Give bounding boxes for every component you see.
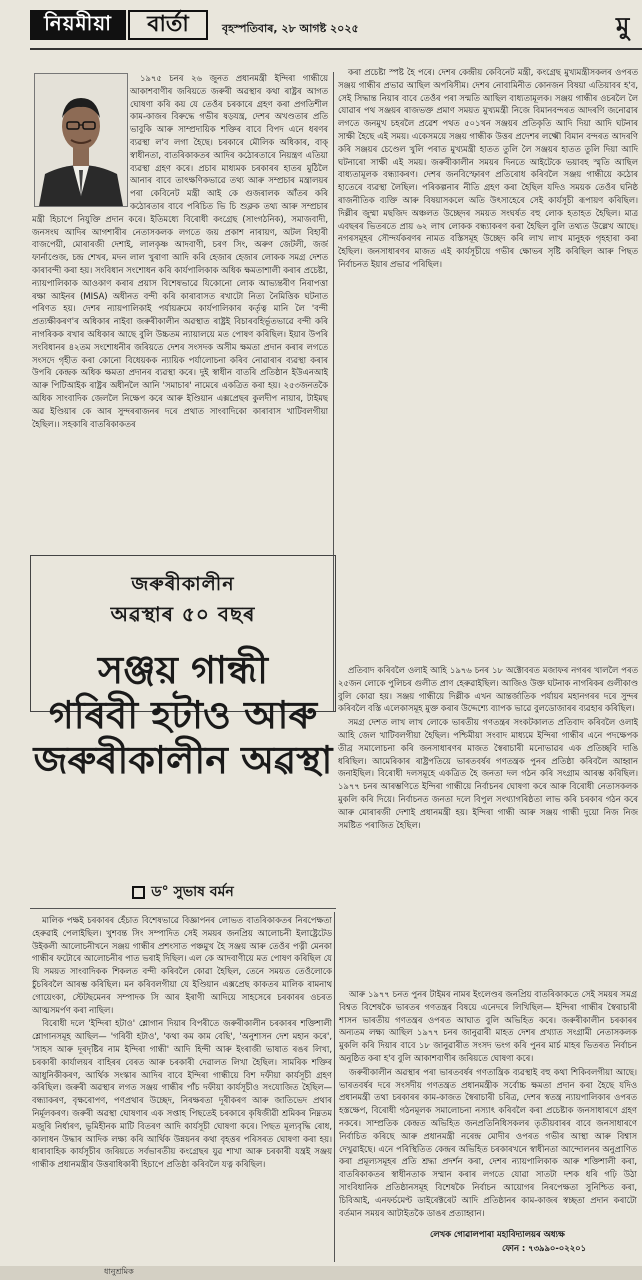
- kicker-line1: জৰুৰীকালীন: [131, 573, 235, 595]
- logo-left: নিয়মীয়া: [30, 10, 126, 40]
- square-bullet-icon: [132, 886, 145, 899]
- kicker-line2: অৱস্থাৰ ৫০ বছৰ: [110, 602, 256, 626]
- paragraph: আৰু ১৯৭৭ চনত পুনৰ টাইমৰ নামৰ ইংলেণ্ডৰ জনপ্ৰিয় বাতৰিকাকতে সেই সময়ৰ সমগ্ৰ বিশ্বত বিশেষকৈ ভাৰতৰ গণতন্ত্ৰৰ বিষয়ে এনেদৰে লিখিছিল— ইন্দিৰা গান্ধীৰ স্বৈৰাচাৰী শাসন ভাৰতীয় গণতন্ত্ৰৰ ওপৰত আঘাত বুলি অভিহিত কৰে। জৰুৰীকালীন চৰকাৰৰ অন্যতম লক্ষ্য আছিল ১৯৭৭ চনৰ জানুৱাৰী মাহত দেশৰ প্ৰখ্যাত সংগ্ৰামী নেতাসকলক মুকলি কৰি দিয়াৰ বাবে ১৮ জানুৱাৰীত সংসদ ভংগ কৰি পুনৰ মাৰ্চ মাহৰ ভিতৰত নিৰ্বাচন অনুষ্ঠিত কৰা হ'ব বুলি আকাশবাণীৰ জৰিয়তে ঘোষণা কৰে।: [339, 989, 637, 1063]
- headline-line2: গৰিবী হটাও আৰু: [48, 693, 318, 737]
- paragraph: জৰুৰীকালীন অৱস্থাৰ পৰা ভাৰতবৰ্ষৰ গণতান্ত্ৰিক ব্যৱস্থাই বহু কথা শিকিবলগীয়া আছে। ভাৰতবৰ্ষৰ দৰে সংসদীয় গণতন্ত্ৰত প্ৰধানমন্ত্ৰীক সৰ্বোচ্চ ক্ষমতা প্ৰদান কৰা হৈছে যদিও প্ৰধানমন্ত্ৰী তথা চৰকাৰৰ কাম-কাজত স্বৈৰাচাৰী চৰিত্ৰ, দেশৰ স্বতন্ত্ৰ ন্যায়পালিকাৰ ওপৰত হস্তক্ষেপ, বিৰোধী গঠনমূলক সমালোচনা নস্যাৎ কৰিবলৈ কৰা প্ৰচেষ্টাক জনসাধাৰণে গ্ৰহণ নকৰে। সাম্প্ৰতিক কেন্দ্ৰত অভিহিত জনপ্ৰতিনিধিসকলৰ তৃতীয়বাৰৰ বাবে জনসাধাৰণে নিৰ্বাচিত কৰিছে আৰু প্ৰধানমন্ত্ৰী নৰেন্দ্ৰ মোদীৰ ওপৰত গভীৰ আস্থা আৰু বিশ্বাস দেখুৱাইছে। এনে পৰিস্থিতিত কেন্দ্ৰৰ অভিহিত চৰকাৰখনে স্বাধীনতা আন্দোলনৰ অনুপ্ৰাণিত কৰা প্ৰমূল্যসমূহৰ প্ৰতি শ্ৰদ্ধা প্ৰদৰ্শন কৰা, দেশৰ ন্যায়পালিকাক আৰু শক্তিশালী কৰা, বাতৰিকাকতৰ স্বাধীনতাক সম্মান কৰাৰ লগতে যোৱা সাতটা দশক ধৰি গঢ়ি উঠা সাংবিধানিক প্ৰতিষ্ঠানসমূহ বিশেষকৈ নিৰ্বাচন আয়োগৰ নিৰপেক্ষতা সুনিশ্চিত কৰা, চিবিআই, এনফৰ্চমেণ্ট ডাইৰেক্টৰেট আদি প্ৰতিষ্ঠানৰ কাম-কাজৰ স্বচ্ছতা প্ৰদান কৰাটো বৰ্তমান সময়ৰ আটাইতকৈ ডাঙৰ প্ৰত্যাহ্বান।: [339, 1066, 637, 1218]
- paragraph: প্ৰতিবাদ কৰিবলৈ ওলাই আহি ১৯৭৬ চনৰ ১৮ অক্টোবৰত মজাফৰ নগৰৰ খাললৈ পৰত ২৫জন লোকে পুলিচৰ গুলীত প্ৰাণ হেৰুৱাইছিল। আজিও উক্ত ঘটনাক নাগৰিকৰ গুলীকাণ্ড বুলি কোৱা হয়। সঞ্জয় গান্ধীয়ে দিল্লীক এখন আন্তৰ্জাতিক পৰ্যায়ৰ মহানগৰৰ দৰে সুন্দৰ কৰিবলৈ বস্তি এলেকাসমূহ মুক্ত কৰাৰ উদ্দেশ্যে ব্যাপক ভাৱে বুলডোজাৰৰ ব্যৱহাৰ কৰিছিল।: [338, 665, 638, 714]
- byline-author: ড° সুভাষ বৰ্মন: [151, 884, 234, 900]
- article-col2-middle: [338, 664, 638, 984]
- headline-line3: জৰুৰীকালীন অৱস্থা: [33, 738, 333, 782]
- paragraph: ১৯৭৫ চনৰ ২৬ জুনত প্ৰধানমন্ত্ৰী ইন্দিৰা গান্ধীয়ে আকাশবাণীৰ জৰিয়তে জৰুৰী অৱস্থাৰ কথা ৰাষ্ট্ৰৰ আগত ঘোষণা কৰি কয় যে তেওঁৰ চৰকাৰে গ্ৰহণ কৰা প্ৰগতিশীল কাম-কাজৰ বিৰুদ্ধে গভীৰ ষড়যন্ত্ৰ, দেশৰ অখণ্ডতাৰ প্ৰতি ভাবুকি আৰু সাম্প্ৰদায়িক শক্তিৰ বাবে বিপদ এনে ধৰণৰ ব্যৱস্থা ল'ব লগা হৈছে। চৰকাৰে মৌলিক অধিকাৰ, বাক্ স্বাধীনতা, বাতৰিকাকতৰ আদিৰ কঠোৰতাৰে নিয়ন্ত্ৰণ এতিয়া ব্যৱস্থা গ্ৰহণ কৰে। প্ৰচাৰ মাধ্যমক চৰকাৰৰ হাতৰ মুঠিলৈ আনাৰ বাবে তাৎক্ষণিকভাৱে তথ্য আৰু সম্প্ৰচাৰ মন্ত্ৰালয়ৰ পৰা কেবিনেট মন্ত্ৰী আই কে গুজৰালক আঁতৰ কৰি কঠোৰতাৰ বাবে পৰিচিত ভি চি শুক্লক তথ্য আৰু সম্প্ৰচাৰ মন্ত্ৰী হিচাপে নিযুক্তি প্ৰদান কৰে। ইতিমধ্যে বিৰোধী কংগ্ৰেছ (সাংগঠনিক), সমাজবাদী, জনসংঘ আদিৰ আগশাৰীৰ নেতাসকলক লগতে জয় প্ৰকাশ নাৰায়ণ, অটল বিহাৰী বাজপেয়ী, মোৰাৰজী দেশাই, লালকৃষ্ণ আদবাণী, চৰণ সিং, অৰুণ জেটলী, জৰ্জ ফাৰ্নাণ্ডেজ, চন্দ্ৰ শেখৰ, মদন লাল খুৰাণা আদি কৰি হেজাৰ হেজাৰ লোকক সমগ্ৰ দেশত কাৰাবন্দী কৰা হয়। সংবিধান সংশোধন কৰি কাৰ্যপালিকাক অধিক ক্ষমতাশালী কৰাৰ প্ৰচেষ্টা, ন্যায়পালিকাক আওকাণ কৰাৰ প্ৰয়াস বিশেষভাৱে যিকোনো লোক আভ্যন্তৰীণ নিৰাপত্তা ৰক্ষা আইনৰ (MISA) অধীনত বন্দী কৰি কাৰাবাসত ৰখাটো নিত্য নৈমিত্তিক ঘটনাত পৰিণত হয়। দেশৰ ন্যায়পালিকাই পৰ্যায়ক্ৰমে কাৰ্যপালিকাৰ কৰ্তৃত্ব মানি লৈ 'বন্দী প্ৰত্যক্ষীকৰণ'ৰ অধিকাৰ নাইবা জৰুৰীকালীন অৱস্থাত ৰাষ্ট্ৰই বিচাৰবহিৰ্ভূতভাৱে বন্দী কৰি নাগৰিকক ৰখাৰ অধিকাৰ আছে বুলি উচ্চতম ন্যায়ালয়ে মত পোষণ কৰিছিল। ইয়াৰ উপৰি সংবিধানৰ ৪২তম সংশোধনীৰ জৰিয়তে দেশৰ সংসদক অসীম ক্ষমতা প্ৰদান কৰাৰ লগতে সংসদে গৃহীত কৰা কোনো বিধেয়কক ন্যায়িক পৰ্যালোচনা কৰিব নোৱাৰাৰ ব্যৱস্থা কৰাৰ উপৰি কেন্দ্ৰক অধিক ক্ষমতা প্ৰদানৰ ব্যৱস্থা কৰে। দুই স্বাধীন বাতৰি প্ৰতিষ্ঠান ইউএনআই আৰু পিটিআইক ৰাষ্ট্ৰৰ অধীনলৈ আনি 'সমাচাৰ' নামেৰে একত্ৰিত কৰা হয়। ২৫৩জনতকৈ অধিক সাংবাদিক জেললৈ নিক্ষেপ কৰে আৰু ইণ্ডিয়ান এক্সপ্ৰেছৰ কুলদীপ নায়াৰ, টাইমছ অৱ ইণ্ডিয়াৰ কে আৰ সুন্দৰৰাজনৰ দৰে প্ৰথাত সাংবাদিকো কাৰাবাস খাটিবলগীয়া হৈছিল।। সহকাৰি বাতৰিকাকতৰ: [32, 73, 328, 429]
- article-col2-top: [338, 66, 638, 658]
- masthead-fragment: মু: [616, 12, 630, 40]
- paragraph: কৰা প্ৰচেষ্টা স্পষ্ট হৈ পৰে। দেশৰ কেন্দ্ৰীয় কেবিনেট মন্ত্ৰী, কংগ্ৰেছ মুখ্যমন্ত্ৰীসকলৰ ওপৰত সঞ্জয় গান্ধীৰ প্ৰভাৱ আছিল অপৰিসীম। দেশৰ নোবামিনীত কোনজন বিষয়া এতিয়াবৰ হ'ব, সেই সিদ্ধান্ত নিয়াৰ বাবে তেওঁৰ পৰা সন্মতি আছিল বাধ্যতামূলক। সঞ্জয় গান্ধীৰ ওচৰলৈ লৈ যোৱাৰ পথ সঞ্জয়ৰ ৰাজভক্ত প্ৰমাণ সময়ত মুখ্যমন্ত্ৰী নিজে বিমানবন্দৰত আদৰণি জনোৱাৰ লগতে জনমুখ চহৰলৈ প্ৰৱেশ পথত ৫০১খন সঞ্জয়ৰ প্ৰতিকৃতি আদি দিয়া আদি ঘটনাৰ সাক্ষী হৈছে এই সময়। একেসময়ে সঞ্জয় গান্ধীক উত্তৰ প্ৰদেশৰ লক্ষ্মৌ বিমান বন্দৰত আদৰণি কৰি সঞ্জয়ৰ চেণ্ডেল খুলি পৰাত মুখ্যমন্ত্ৰী হাতত তুলি লৈ সঞ্জয়ৰ হাতত তুলি দিয়া আদি ঘটনাৰো সাক্ষী এই সময়। জৰুৰীকালীন সময়ৰ দিনতে আইটেকে ভয়াবহ স্মৃতি আছিল বাধ্যতামূলক বন্ধ্যাকৰণ। দেশৰ জনবিস্ফোৰণ প্ৰতিৰোধ কৰিবলৈ সঞ্জয় গান্ধীয়ে কঠোৰ হাতেৰে ব্যৱস্থা লৈছিল। পৰিকল্পনাৰ নীতি গ্ৰহণ কৰা হৈছিল যদিও সময়ক তেওঁৰ ঘনিষ্ঠ ৰাজনীতিক ব্যক্তি আৰু বিষয়াসকলে অতি উৎসাহেৰে সেই কাৰ্যসূচী ৰূপায়ণ কৰিছিল। দিল্লীৰ জুম্মা মছজিদ অঞ্চলত উচ্ছেদৰ সময়ত সংঘৰ্ষত বহু লোক হতাহত হৈছিল। মাত্ৰ এবছৰৰ ভিতৰতে প্ৰায় ৬২ লাখ লোকক বন্ধ্যাকৰণ কৰা হৈছিল বুলি তথ্যত উল্লেখ আছে। নগৰসমূহৰ সৌন্দৰ্যকৰণৰ নামত বস্তিসমূহ উচ্ছেদ কৰি লাখ লাখ মানুহক গৃহহাৰা কৰা হৈছিল। জনসাধাৰণৰ মাজত এই কাৰ্যসূচীয়ে গভীৰ ক্ষোভৰ সৃষ্টি কৰিছিল আৰু পিছত নিৰ্বাচনত ইয়াৰ প্ৰভাৱ পৰিছিল।: [338, 67, 638, 269]
- headline-line1: সঞ্জয় গান্ধী: [97, 648, 269, 692]
- paragraph: সমগ্ৰ দেশত লাখ লাখ লোকে ভাৰতীয় গণতন্ত্ৰৰ সংকটকালত প্ৰতিবাদ কৰিবলৈ ওলাই আহি জেল খাটিবলগীয়া হৈছিল। পশ্চিমীয়া সংবাদ মাধ্যমে ইন্দিৰা গান্ধীৰ এনে পদক্ষেপক তীব্ৰ সমালোচনা কৰি জনসাধাৰণৰ মাজত স্বৈৰাচাৰী মনোভাৱৰ এক প্ৰতিচ্ছবি দাঙি ধৰিছিল। আমেৰিকাৰ ৰাষ্ট্ৰপতিয়ে ভাৰতবৰ্ষৰ গণতন্ত্ৰক পুনৰ প্ৰতিষ্ঠা কৰিবলৈ আহ্বান জনাইছিল। বিৰোধী দলসমূহে একত্ৰিত হৈ জনতা দল গঠন কৰি সংগ্ৰাম আৰম্ভ কৰিছিল। ১৯৭৭ চনৰ আৰম্ভণিতে ইন্দিৰা গান্ধীয়ে নিৰ্বাচনৰ ঘোষণা কৰে আৰু বিৰোধী নেতাসকলক মুকলি কৰি দিয়ে। নিৰ্বাচনত জনতা দলে বিপুল সংখ্যাগৰিষ্ঠতা লাভ কৰি চৰকাৰ গঠন কৰে আৰু মোৰাৰজী দেশাই প্ৰধানমন্ত্ৰী হয়। ইন্দিৰা গান্ধী আৰু সঞ্জয় গান্ধী দুয়ো নিজ নিজ সমষ্টিত পৰাজিত হৈছিল।: [338, 717, 638, 830]
- footer-strip: [0, 1266, 642, 1280]
- photo-spacer: [32, 72, 130, 208]
- column-divider: [334, 912, 335, 1262]
- dateline: বৃহস্পতিবাৰ, ২৮ আগষ্ট ২০২৫: [222, 22, 359, 35]
- masthead-rule: [30, 48, 642, 50]
- paragraph: মালিক পক্ষই চৰকাৰৰ হেঁচাত বিশেষভাৱে বিজ্ঞাপনৰ লোভত বাতৰিকাকতৰ নিৰপেক্ষতা হেৰুৱাই পেলাইছিল। খুশবন্ত সিং সম্পাদিত সেই সময়ৰ জনপ্ৰিয় আলোচনী ইলাষ্ট্ৰেটেড উইকলী আলোচনীখনে সঞ্জয় গান্ধীৰ প্ৰশংসাত পঞ্চমুখ হৈ সঞ্জয় আৰু তেওঁৰ পত্নী মেনকা গান্ধীৰ ফটোৰে আলোচনীৰ পাত ভৰাই দিছিল। এল কে আদবাণীয়ে মত পোষণ কৰিছিল যে যি সময়ত সাংবাদিকক শিকলত বন্দী কৰিবলৈ কোৱা হৈছিল, তেনে সময়ত তেওঁলোকে চুঁচৰিবলৈ আৰম্ভ কৰিছিল। মন কৰিবলগীয়া যে ইণ্ডিয়ান এক্সপ্ৰেছ কাকতৰ মালিক ৰামনাথ গোয়েংকা, স্টেটছমেনৰ সম্পাদক সি আৰ ইৰাণী আদিয়ে সাহসেৰে চৰকাৰৰ ওচৰত আত্মসমৰ্পণ কৰা নাছিল।: [32, 915, 332, 1015]
- author-note: লেখক গোৱালপাৰা মহাবিদ্যালয়ৰ অধ্যক্ষ: [430, 1229, 565, 1239]
- article-col2-bottom: [339, 988, 637, 1226]
- byline: [30, 880, 336, 904]
- headline: [30, 648, 336, 783]
- author-phone: ফোন : ৭৩৯৯০-০২২০১: [502, 1243, 587, 1253]
- section-rule: [30, 908, 336, 909]
- paragraph: বিৰোধী দলে 'ইন্দিৰা হটাও' শ্লোগান দিয়াৰ বিপৰীতে জৰুৰীকালীন চৰকাৰৰ শক্তিশালী শ্লোগানসমূহ আছিল— 'গৰিবী হটাও', 'কথা কম কাম বেছি', 'অনুশাসন দেশ মহান কৰে', 'সাহস আৰু দূৰদৃষ্টিৰ নাম ইন্দিৰা গান্ধী' আদি হিন্দী আৰু ইংৰাজী ভাষাত ৰঙৰ লিখা, চৰকাৰী কাৰ্যালয়ৰ বাহিৰৰ বেৰত আৰু চৰকাৰী দেৱালত লিখা হৈছিল। সামৰিক শক্তিৰ আধুনিকীকৰণ, আৰ্থিক সংস্কাৰ আদিৰ বাবে ইন্দিৰা গান্ধীয়ে বিশ দফীয়া কাৰ্যসূচী গ্ৰহণ কৰিছিল। জৰুৰী অৱস্থাৰ লগত সঞ্জয় গান্ধীৰ পাঁচ দফীয়া কাৰ্যসূচীও সংযোজিত হৈছিল— বন্ধ্যাকৰণ, বৃক্ষৰোপণ, পণপ্ৰথাৰ উচ্ছেদ, নিৰক্ষৰতা দূৰীকৰণ আৰু জাতিভেদ প্ৰথাৰ নিৰ্মূলকৰণ। জৰুৰী অৱস্থা ঘোষণাৰ এক সপ্তাহ পিছতেই চৰকাৰে কৃষিজীৱী শ্ৰমিকৰ নিম্নতম মজুৰি নিৰ্ধাৰণ, ভূমিহীনক মাটি বিতৰণ আদি কাৰ্যসূচী ঘোষণা কৰে। পিছত মূল্যবৃদ্ধি ৰোধ, কালাধন উদ্ধাৰ আদিক লক্ষ্য কৰি আৰ্থিক উন্নয়নৰ কথা বৃহত্তৰ পৰিসৰত ঘোষণা কৰা হয়। ধাৰাবাহিক কাৰ্যসূচীৰ জৰিয়তে সৰ্বভাৰতীয় কংগ্ৰেছৰ যুৱ শাখা আৰু চৰকাৰী যন্ত্ৰই সঞ্জয় গান্ধীক প্ৰধানমন্ত্ৰীৰ উত্তৰাধিকাৰী হিচাপে প্ৰতিষ্ঠা কৰিবলৈ যত্ন কৰিছিল।: [32, 1018, 332, 1170]
- logo-right: বার্তা: [128, 10, 208, 40]
- footer-text: ধানুশ্ৰমিক: [104, 1267, 134, 1276]
- masthead: [30, 4, 642, 44]
- article-col1-bottom: [32, 914, 332, 1264]
- article-col1-top: [32, 72, 328, 550]
